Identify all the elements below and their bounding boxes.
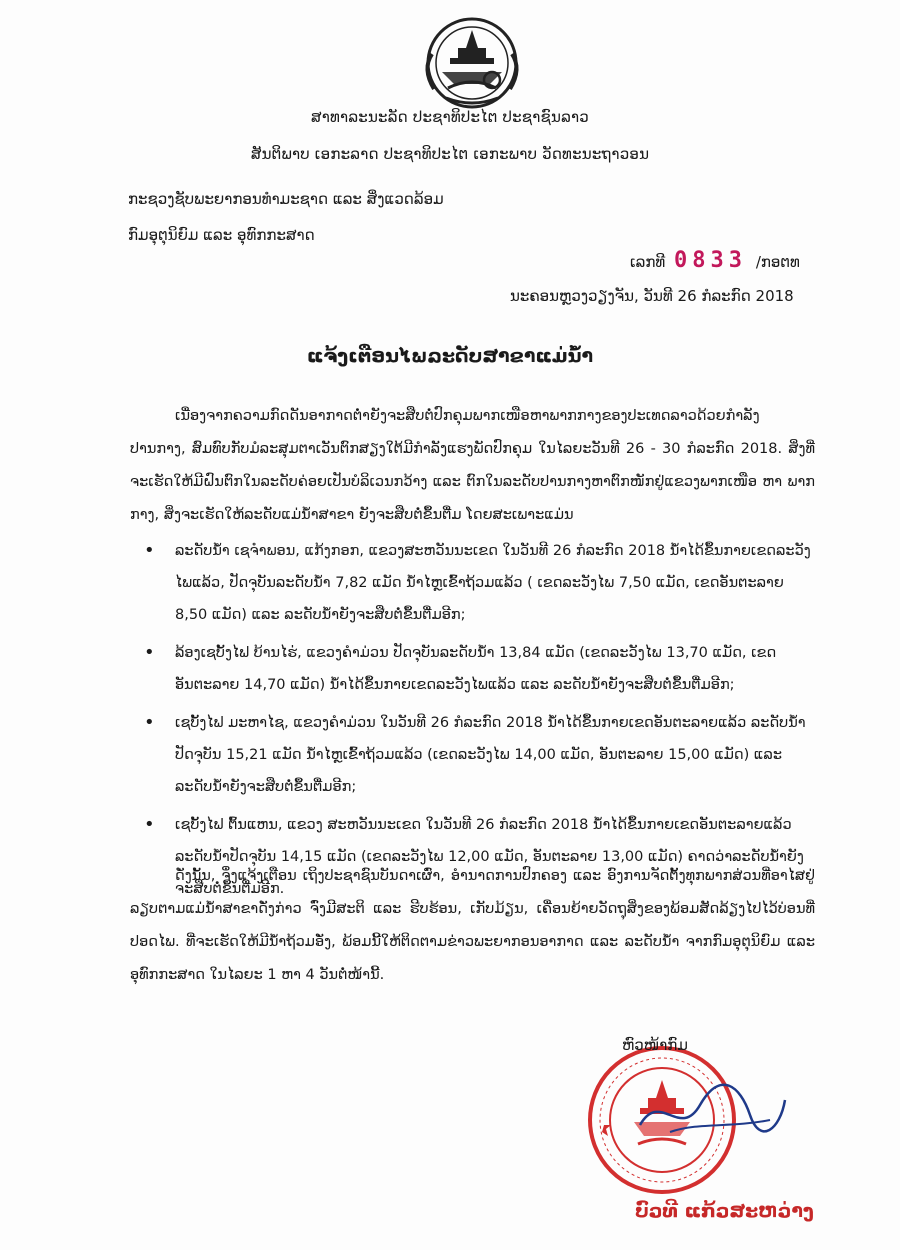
paragraph-intro: ເນື່ອງຈາກຄວາມກົດດັນອາກາດຕ່ຳຍັງຈະສືບຕໍ່ປົກຄຸມພາກເໜືອຫາພາກກາງຂອງປະເທດລາວດ້ວຍກຳລັງປານກາງ, ສົມທົບກັບມໍລະສຸມຕາເວັນຕົກສຽງໃຕ້ມີກຳລັງແຮງພັດປົກຄຸມ ໃນໄລຍະວັນທີ 26 - 30 ກໍລະກົດ 2018. ສິ່ງທີ່ຈະເຮັດໃຫ້ມີຝົນຕົກໃນລະດັບຄ່ອຍເປັນບໍລິເວນກວ້າງ ແລະ ຕົກໃນລະດັບປານກາງຫາຕົກໜັກຢູ່ແຂວງພາກເໜືອ ຫາ ພາກກາງ, ສິ່ງຈະເຮັດໃຫ້ລະດັບແມ່ນ້ຳສາຂາ ຍັງຈະສືບຕໍ່ຂຶ້ນຕື່ມ ໂດຍສະເພາະແມ່ນ: [130, 408, 815, 523]
header-line-2: ສັນຕິພາບ ເອກະລາດ ປະຊາທິປະໄຕ ເອກະພາບ ວັດທະນະຖາວອນ: [250, 145, 650, 163]
national-emblem-icon: [418, 14, 526, 112]
list-item: • ເຊບັ້ງໄຟ ມະຫາໄຊ, ແຂວງຄຳມ່ວນ ໃນວັນທີ 26 ກໍລະກົດ 2018 ນ້ຳໄດ້ຂຶ້ນກາຍເຂດອັນຕະລາຍແລ້ວ ລະດັບນ້ຳປັດຈຸບັນ 15,21 ແມັດ ນ້ຳໄຫຼເຂົ້າຖ້ວມແລ້ວ (ເຂດລະວັງໄພ 14,00 ແມັດ, ອັນຕະລາຍ 15,00 ແມັດ) ແລະ ລະດັບນ້ຳຍັງຈະສືບຕໍ່ຂຶ້ນຕື່ມອີກ;: [130, 707, 815, 803]
ministry-name: ກະຊວງຊັບພະຍາກອນທຳມະຊາດ ແລະ ສິ່ງແວດລ້ອມ: [128, 190, 444, 208]
list-item: • ລ້ອງເຊບັ້ງໄຟ ບ້ານໄຮ່, ແຂວງຄຳມ່ວນ ປັດຈຸບັນລະດັບນ້ຳ 13,84 ແມັດ (ເຂດລະວັງໄພ 13,70 ແມັດ, ເຂດອັນຕະລາຍ 14,70 ແມັດ) ນ້ຳໄດ້ຂຶ້ນກາຍເຂດລະວັງໄພແລ້ວ ແລະ ລະດັບນ້ຳຍັງຈະສືບຕໍ່ຂຶ້ນຕື່ມອີກ;: [130, 637, 815, 701]
document-title: ແຈ້ງເຕືອນໄພລະດັບສາຂາແມ່ນ້ຳ: [306, 345, 594, 367]
reference-number-value: 0833: [674, 248, 748, 273]
reference-number: [630, 248, 800, 273]
reference-prefix: ເລກທີ: [630, 253, 666, 271]
list-item: • ລະດັບນ້ຳ ເຊຈຳພອນ, ແກ້ງກອກ, ແຂວງສະຫວັນນະເຂດ ໃນວັນທີ 26 ກໍລະກົດ 2018 ນ້ຳໄດ້ຂຶ້ນກາຍເຂດລະວັງໄພແລ້ວ, ປັດຈຸບັນລະດັບນ້ຳ 7,82 ແມັດ ນ້ຳໄຫຼເຂົ້າຖ້ວມແລ້ວ ( ເຂດລະວັງໄພ 7,50 ແມັດ, ເຂດອັນຕະລາຍ 8,50 ແມັດ) ແລະ ລະດັບນ້ຳຍັງຈະສືບຕໍ່ຂຶ້ນຕື່ມອີກ;: [130, 535, 815, 631]
signatory-name: ບົວທີ ແກ້ວສະຫວ່າງ: [635, 1200, 814, 1222]
reference-suffix: /ກອຕທ: [755, 253, 800, 271]
header-line-1: ສາທາລະນະລັດ ປະຊາທິປະໄຕ ປະຊາຊົນລາວ: [311, 108, 589, 126]
department-name: ກົມອຸຕຸນິຍົມ ແລະ ອຸທົກກະສາດ: [128, 226, 315, 244]
list-item: • ເຊບັ້ງໄຟ ຕົ້ນແຫນ, ແຂວງ ສະຫວັນນະເຂດ ໃນວັນທີ 26 ກໍລະກົດ 2018 ນ້ຳໄດ້ຂຶ້ນກາຍເຂດອັນຕະລາຍແລ້ວ ລະດັບນ້ຳປັດຈຸບັນ 14,15 ແມັດ (ເຂດລະວັງໄພ 12,00 ແມັດ, ອັນຕະລາຍ 13,00 ແມັດ) ຄາດວ່າລະດັບນ້ຳຍັງຈະສືບຕໍ່ຂຶ້ນຕື່ມອີກ.: [130, 809, 815, 905]
signatory-position: ຫົວໜ້າກົມ: [622, 1036, 688, 1054]
handwritten-signature-icon: [630, 1070, 790, 1150]
bullet-list: [130, 535, 815, 911]
date-line: ນະຄອນຫຼວງວຽງຈັນ, ວັນທີ 26 ກໍລະກົດ 2018: [510, 287, 794, 305]
paragraph-conclusion: ດັ່ງນັ້ນ, ຈຶ່ງແຈ້ງເຕືອນ ເຖິງປະຊາຊົນບັນດາເຜົ່າ, ອຳນາດການປົກຄອງ ແລະ ອົງການຈັດຕັ້ງທຸກພາກສ່ວນທີ່ອາໄສຢູ່ລຽບຕາມແມ່ນ້ຳສາຂາດັ່ງກ່າວ ຈົ່ງມີສະຕິ ແລະ ຮີບຮ້ອນ, ເກັບມ້ຽນ, ເຄື່ອນຍ້າຍວັດຖຸສິ່ງຂອງພ້ອມສັດລ້ຽງໄປໄວ້ບ່ອນທີ່ປອດໄພ. ທີ່ຈະເຮັດໃຫ້ມີນ້ຳຖ້ວມອັ່ງ, ພ້ອມນີ້ໃຫ້ຕິດຕາມຂ່າວພະຍາກອນອາກາດ ແລະ ລະດັບນ້ຳ ຈາກກົມອຸຕຸນິຍົມ ແລະ ອຸທົກກະສາດ ໃນໄລຍະ 1 ຫາ 4 ວັນຕໍ່ໜ້ານີ້.: [130, 868, 815, 983]
